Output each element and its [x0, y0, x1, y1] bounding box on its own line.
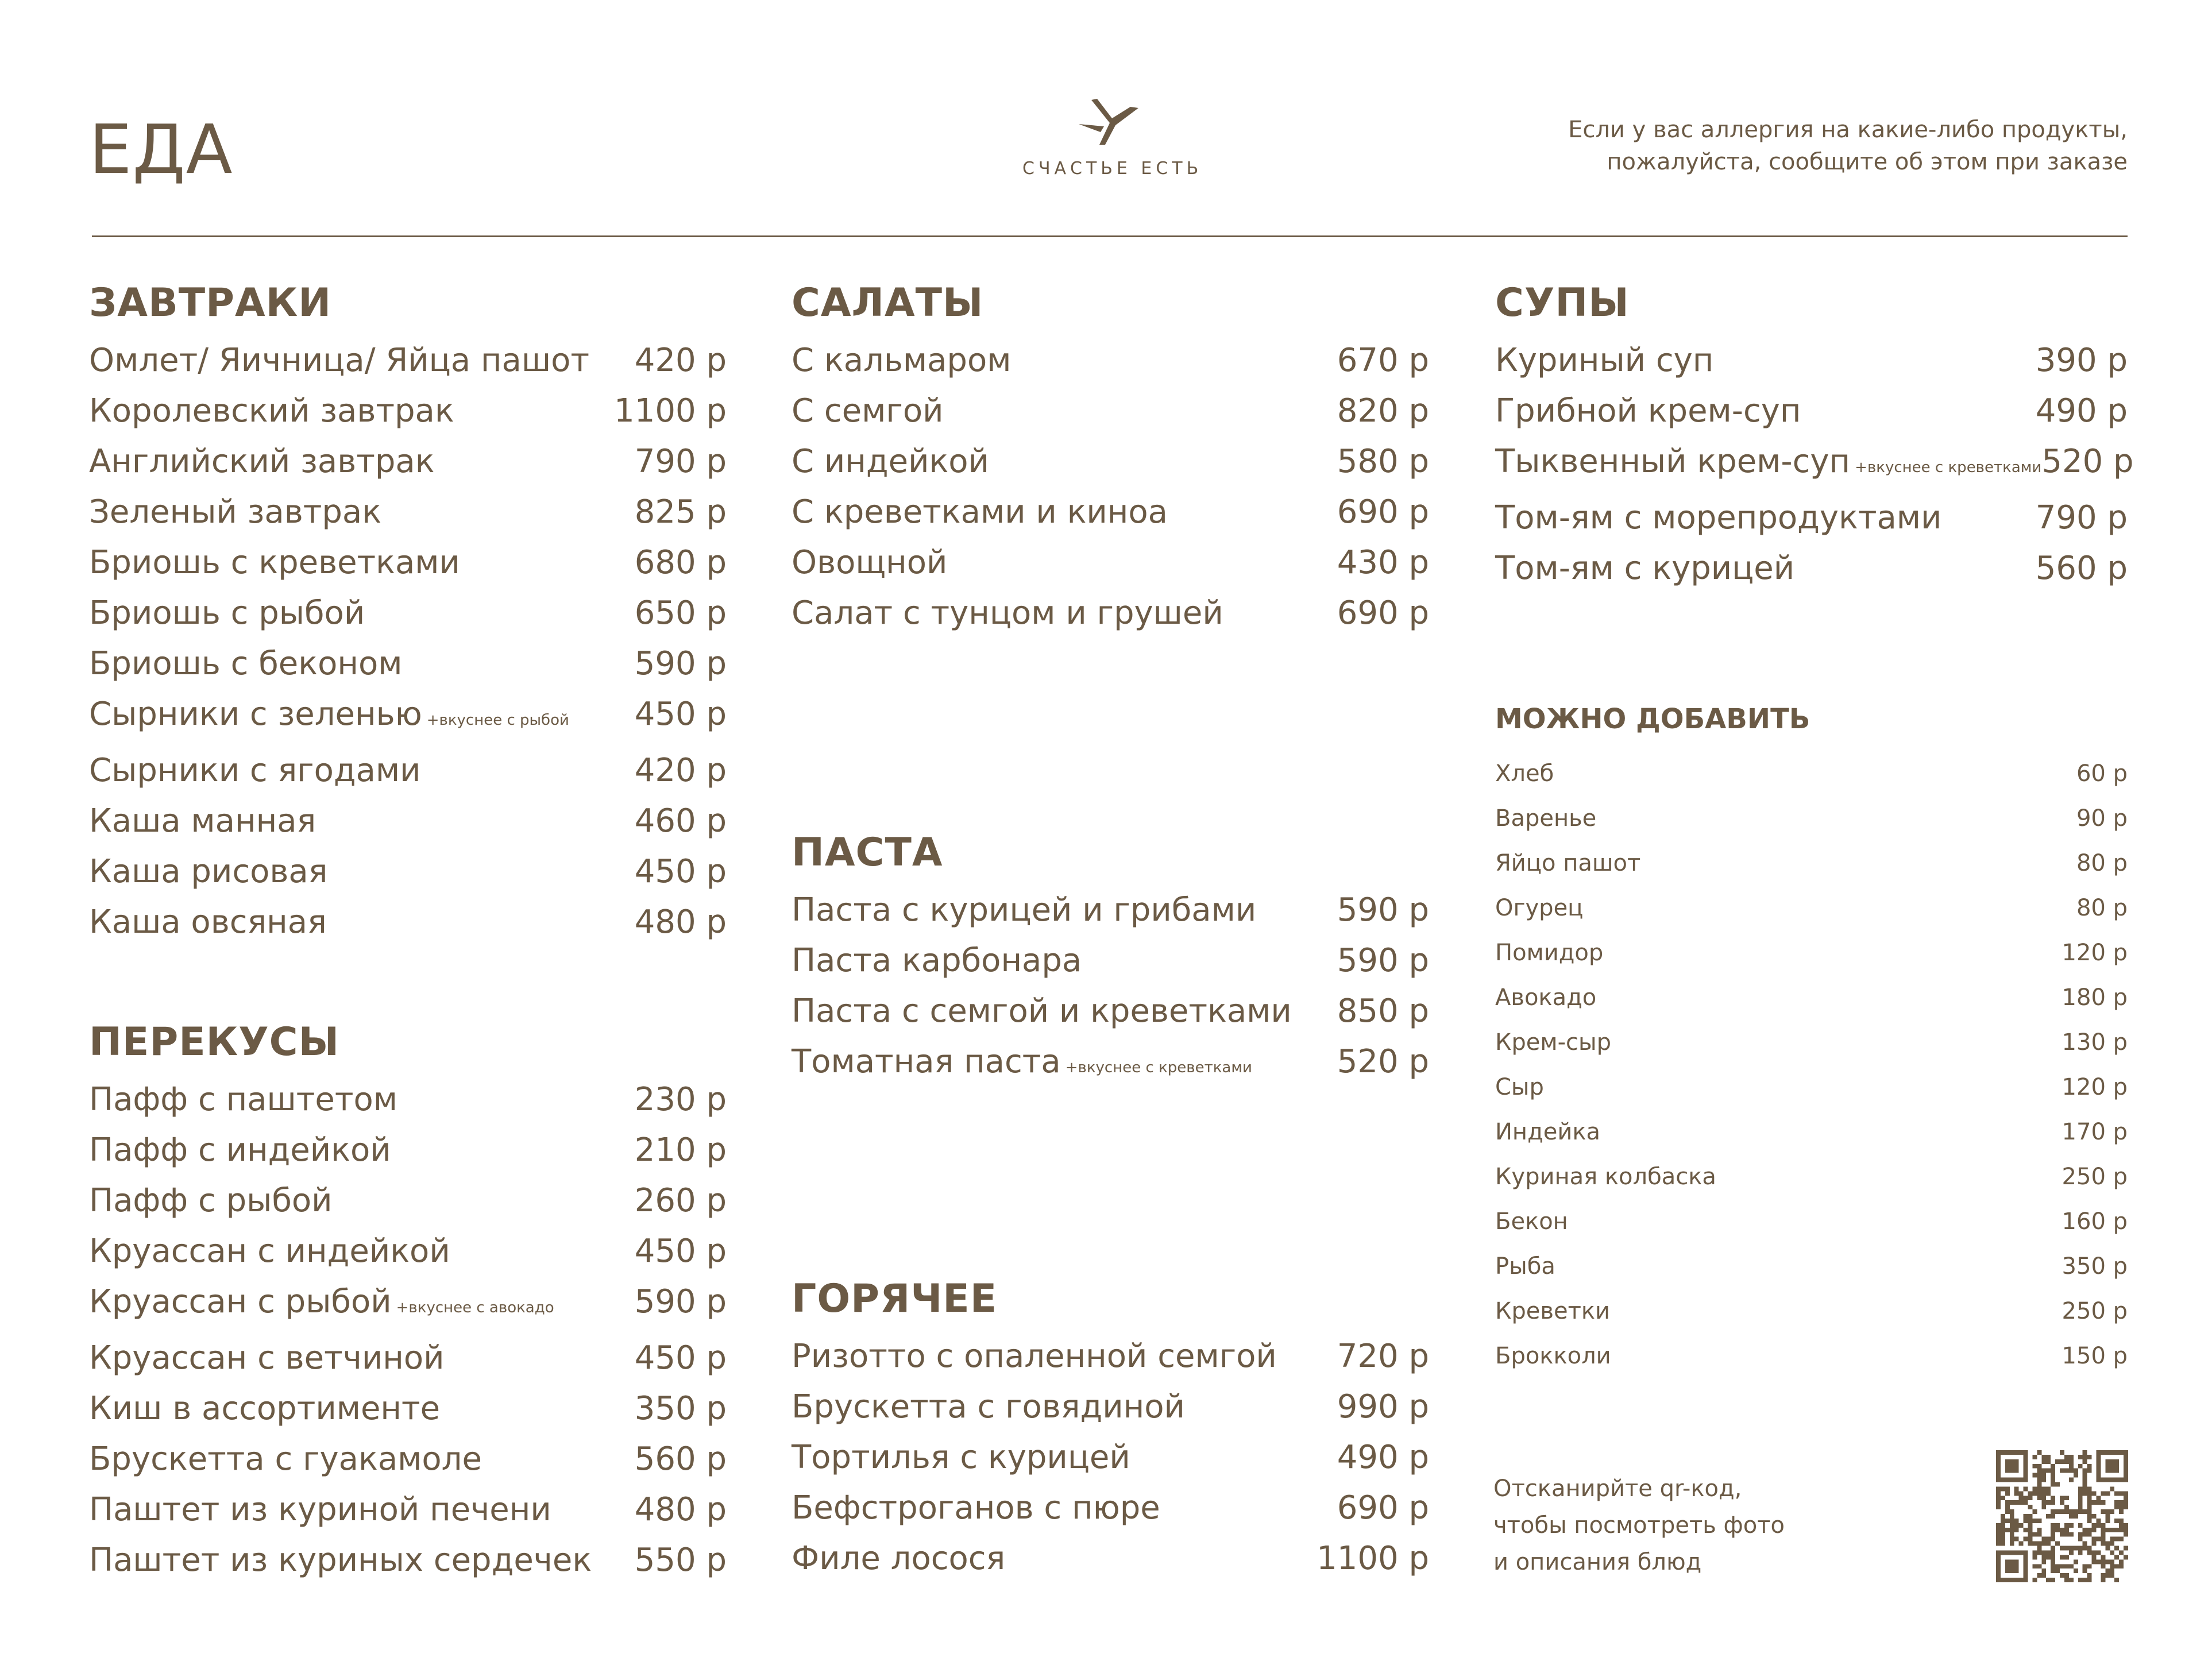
menu-item-label: Тыквенный крем-суп	[1495, 443, 1851, 480]
menu-item	[89, 335, 727, 386]
menu-item	[89, 796, 727, 847]
addon-item-price: 80 р	[2076, 850, 2128, 876]
addon-item	[1495, 930, 2128, 975]
addon-item-price: 160 р	[2062, 1208, 2128, 1235]
menu-item-name	[792, 588, 1223, 639]
addon-item-price: 120 р	[2062, 1074, 2128, 1100]
menu-item-price: 420 р	[634, 752, 727, 789]
brand-name: СЧАСТЬЕ ЕСТЬ	[1022, 159, 1203, 179]
menu-item-name	[89, 1277, 554, 1333]
menu-item-price: 720 р	[1337, 1338, 1429, 1375]
menu-item-note: +вкуснее с креветками	[1855, 459, 2042, 476]
menu-item-name	[89, 847, 327, 897]
addon-item-price: 60 р	[2076, 760, 2128, 787]
menu-item-price: 590 р	[634, 1283, 727, 1320]
menu-item-label: Пафф с индейкой	[89, 1131, 391, 1169]
menu-item-name	[1495, 543, 1794, 594]
addon-item-price: 120 р	[2062, 940, 2128, 966]
menu-item-price: 490 р	[2035, 392, 2128, 430]
menu-item	[792, 335, 1429, 386]
allergy-line-1: Если у вас аллергия на какие-либо продукты,	[1568, 117, 2128, 143]
menu-item-name	[792, 1037, 1252, 1093]
menu-item-name	[89, 386, 454, 436]
menu-item-price: 490 р	[1337, 1439, 1429, 1476]
menu-item-price: 460 р	[634, 802, 727, 840]
menu-item-label: Каша манная	[89, 802, 316, 840]
allergy-notice	[1438, 114, 2128, 178]
addon-item-name: Крем-сыр	[1495, 1029, 1611, 1056]
swallow-icon	[1074, 96, 1143, 148]
section-soups	[1495, 280, 2134, 594]
menu-item-label: Паста с курицей и грибами	[792, 891, 1257, 929]
menu-item-name	[1495, 436, 2041, 493]
menu-item-label: С кальмаром	[792, 342, 1012, 379]
menu-item	[89, 487, 727, 538]
addon-item-price: 350 р	[2062, 1253, 2128, 1280]
addon-item-name: Сыр	[1495, 1074, 1544, 1100]
qr-caption-line-1: Отсканирйте qr-код,	[1493, 1475, 1742, 1502]
menu-item-name	[89, 1535, 592, 1586]
menu-item	[792, 986, 1429, 1037]
menu-item-name	[792, 936, 1082, 986]
menu-item-label: Грибной крем-суп	[1495, 392, 1801, 430]
menu-item-name	[792, 386, 943, 436]
menu-item-name	[792, 436, 989, 487]
section-title: ПАСТА	[792, 830, 943, 875]
menu-item	[89, 639, 727, 689]
menu-item-price: 520 р	[2041, 443, 2134, 480]
menu-item	[792, 538, 1429, 588]
menu-item-label: Киш в ассортименте	[89, 1390, 441, 1427]
menu-item-price: 690 р	[1337, 594, 1429, 632]
menu-item	[792, 1331, 1429, 1382]
menu-item-label: С креветками и киноа	[792, 493, 1168, 531]
menu-item	[792, 936, 1429, 986]
menu-item-name	[89, 1226, 450, 1277]
menu-item-price: 690 р	[1337, 1489, 1429, 1527]
menu-item	[89, 689, 727, 745]
allergy-line-2: пожалуйста, сообщите об этом при заказе	[1607, 149, 2128, 175]
menu-item	[1495, 436, 2134, 493]
menu-item-name	[89, 1075, 397, 1125]
menu-item-label: Каша овсяная	[89, 903, 327, 941]
addon-item-name: Варенье	[1495, 805, 1597, 832]
menu-item-label: Брускетта с говядиной	[792, 1388, 1185, 1425]
menu-item-name	[89, 689, 569, 745]
addon-item-price: 170 р	[2062, 1119, 2128, 1145]
menu-item-price: 680 р	[634, 544, 727, 581]
addon-item	[1495, 975, 2128, 1020]
menu-item-label: Том-ям с морепродуктами	[1495, 499, 1942, 536]
menu-item	[792, 1382, 1429, 1432]
menu-item	[89, 1535, 727, 1586]
addon-item-price: 90 р	[2076, 805, 2128, 832]
menu-item-label: Филе лосося	[792, 1540, 1006, 1577]
addon-item-name: Авокадо	[1495, 984, 1597, 1011]
menu-item-price: 825 р	[634, 493, 727, 531]
addon-item	[1495, 796, 2128, 841]
menu-item-label: Королевский завтрак	[89, 392, 454, 430]
menu-item-price: 390 р	[2035, 342, 2128, 379]
menu-item-label: Овощной	[792, 544, 948, 581]
menu-item	[89, 1485, 727, 1535]
menu-item-name	[792, 1483, 1160, 1533]
menu-item-label: Тортилья с курицей	[792, 1439, 1130, 1476]
menu-item	[89, 1075, 727, 1125]
menu-item	[792, 386, 1429, 436]
menu-item-label: С семгой	[792, 392, 944, 430]
menu-item-label: Круассан с ветчиной	[89, 1339, 445, 1377]
menu-item	[792, 436, 1429, 487]
menu-item-label: Паштет из куриной печени	[89, 1491, 551, 1528]
menu-item-name	[89, 1333, 445, 1384]
menu-item-label: Том-ям с курицей	[1495, 550, 1795, 587]
menu-item	[1495, 335, 2128, 386]
menu-item-price: 430 р	[1337, 544, 1429, 581]
menu-item-name	[89, 335, 589, 386]
addon-item-name: Индейка	[1495, 1119, 1601, 1145]
menu-item	[1495, 543, 2128, 594]
menu-item-price: 450 р	[634, 1339, 727, 1377]
addon-item	[1495, 886, 2128, 930]
addon-item	[1495, 1289, 2128, 1334]
menu-item-price: 520 р	[1337, 1043, 1429, 1080]
brand-logo	[1022, 96, 1203, 179]
menu-item	[89, 538, 727, 588]
menu-item-price: 690 р	[1337, 493, 1429, 531]
menu-item-name	[89, 538, 460, 588]
menu-item-name	[792, 487, 1168, 538]
menu-item-price: 820 р	[1337, 392, 1429, 430]
menu-item-price: 990 р	[1337, 1388, 1429, 1425]
menu-item-label: Бриошь с креветками	[89, 544, 460, 581]
section-title: СУПЫ	[1495, 280, 1630, 326]
menu-item-name	[89, 436, 435, 487]
menu-item-price: 350 р	[634, 1390, 727, 1427]
menu-item-label: Куриный суп	[1495, 342, 1714, 379]
menu-item-name	[89, 745, 421, 796]
menu-item-price: 450 р	[634, 696, 727, 733]
menu-item-name	[792, 1331, 1277, 1382]
menu-item-name	[89, 487, 381, 538]
section-title: ГОРЯЧЕЕ	[792, 1276, 998, 1322]
menu-item-price: 480 р	[634, 1491, 727, 1528]
page-title: ЕДА	[89, 110, 233, 189]
menu-item-name	[792, 1533, 1005, 1584]
menu-item	[89, 1384, 727, 1434]
addon-item	[1495, 1334, 2128, 1378]
addon-item-price: 180 р	[2062, 984, 2128, 1011]
menu-item	[792, 487, 1429, 538]
addon-item-name: Помидор	[1495, 940, 1604, 966]
menu-item-label: Бриошь с рыбой	[89, 594, 365, 632]
menu-item	[792, 588, 1429, 639]
addon-item-price: 250 р	[2062, 1164, 2128, 1190]
menu-item-note: +вкуснее с креветками	[1065, 1059, 1252, 1076]
menu-item-name	[792, 335, 1011, 386]
menu-item	[89, 436, 727, 487]
addon-item-price: 250 р	[2062, 1298, 2128, 1324]
section-pasta	[792, 830, 1429, 1093]
addon-item-name: Брокколи	[1495, 1343, 1611, 1369]
qr-caption-line-3: и описания блюд	[1493, 1549, 1702, 1575]
menu-item-name	[792, 885, 1256, 936]
menu-item-name	[89, 1384, 440, 1434]
addon-item-name: Куриная колбаска	[1495, 1164, 1716, 1190]
menu-item-label: Сырники с ягодами	[89, 752, 421, 789]
menu-item	[89, 588, 727, 639]
menu-item-price: 210 р	[634, 1131, 727, 1169]
menu-item-price: 560 р	[2035, 550, 2128, 587]
menu-item	[792, 1037, 1429, 1093]
menu-item-name	[1495, 335, 1713, 386]
menu-item-label: Брускетта с гуакамоле	[89, 1440, 482, 1478]
addon-item	[1495, 1020, 2128, 1065]
menu-item-price: 450 р	[634, 853, 727, 890]
section-salads	[792, 280, 1429, 639]
addon-item-name: Огурец	[1495, 895, 1584, 921]
menu-item-name	[1495, 386, 1801, 436]
menu-item	[89, 847, 727, 897]
menu-item-price: 670 р	[1337, 342, 1429, 379]
menu-item-price: 1100 р	[614, 392, 727, 430]
menu-item-price: 1100 р	[1317, 1540, 1429, 1577]
menu-item	[89, 1277, 727, 1333]
qr-caption	[1493, 1470, 1785, 1581]
section-title: САЛАТЫ	[792, 280, 984, 326]
menu-item-price: 450 р	[634, 1233, 727, 1270]
menu-item-label: Салат с тунцом и грушей	[792, 594, 1223, 632]
section-title: ЗАВТРАКИ	[89, 280, 332, 326]
menu-item-label: Сырники с зеленью	[89, 696, 422, 733]
menu-item-label: Бефстроганов с пюре	[792, 1489, 1160, 1527]
addon-item-name: Креветки	[1495, 1298, 1611, 1324]
menu-item	[89, 1125, 727, 1176]
menu-item-name	[792, 1382, 1185, 1432]
menu-item-label: Омлет/ Яичница/ Яйца пашот	[89, 342, 589, 379]
addon-item	[1495, 1244, 2128, 1289]
menu-item	[89, 386, 727, 436]
menu-item-price: 260 р	[634, 1182, 727, 1219]
menu-item	[1495, 386, 2128, 436]
menu-item-label: Ризотто с опаленной семгой	[792, 1338, 1277, 1375]
addon-item-name: Яйцо пашот	[1495, 850, 1641, 876]
menu-item-name	[89, 897, 327, 948]
menu-item	[792, 1533, 1429, 1584]
section-snacks	[89, 1019, 727, 1586]
menu-item-note: +вкуснее с авокадо	[396, 1299, 554, 1316]
section-addons	[1495, 702, 2128, 1378]
menu-item-price: 560 р	[634, 1440, 727, 1478]
menu-item-name	[1495, 493, 1941, 543]
menu-item	[1495, 493, 2128, 543]
addon-item-name: Хлеб	[1495, 760, 1554, 787]
menu-item	[89, 1226, 727, 1277]
menu-item-name	[89, 639, 402, 689]
menu-item	[792, 1483, 1429, 1533]
menu-item-price: 790 р	[2035, 499, 2128, 536]
menu-item-label: Круассан с индейкой	[89, 1233, 450, 1270]
menu-item-label: С индейкой	[792, 443, 989, 480]
menu-item-price: 850 р	[1337, 992, 1429, 1030]
menu-item-name	[89, 796, 316, 847]
addon-item	[1495, 1110, 2128, 1154]
menu-item-price: 790 р	[634, 443, 727, 480]
menu-item	[89, 745, 727, 796]
menu-item-label: Зеленый завтрак	[89, 493, 382, 531]
addon-item	[1495, 1154, 2128, 1199]
addon-item	[1495, 751, 2128, 796]
section-title: ПЕРЕКУСЫ	[89, 1019, 340, 1065]
section-breakfast	[89, 280, 727, 948]
menu-item-price: 580 р	[1337, 443, 1429, 480]
menu-item	[792, 1432, 1429, 1483]
menu-item-price: 590 р	[1337, 891, 1429, 929]
addon-item-name: Бекон	[1495, 1208, 1568, 1235]
menu-item	[89, 897, 727, 948]
addon-item-price: 80 р	[2076, 895, 2128, 921]
header-divider	[92, 235, 2128, 237]
qr-code[interactable]	[1996, 1450, 2128, 1582]
menu-item	[89, 1333, 727, 1384]
menu-item-name	[89, 588, 365, 639]
qr-caption-line-2: чтобы посмотреть фото	[1493, 1512, 1785, 1539]
addon-item	[1495, 1199, 2128, 1244]
section-title: МОЖНО ДОБАВИТЬ	[1495, 703, 1810, 735]
menu-item-price: 650 р	[634, 594, 727, 632]
menu-item-name	[89, 1434, 482, 1485]
addon-item	[1495, 841, 2128, 886]
menu-item-name	[89, 1485, 551, 1535]
menu-item-label: Каша рисовая	[89, 853, 328, 890]
menu-item-price: 420 р	[634, 342, 727, 379]
menu-item-label: Английский завтрак	[89, 443, 435, 480]
section-hot	[792, 1276, 1429, 1584]
addon-item-price: 150 р	[2062, 1343, 2128, 1369]
menu-item-name	[89, 1176, 333, 1226]
menu-item-name	[792, 538, 947, 588]
menu-item-note: +вкуснее с рыбой	[426, 712, 569, 729]
menu-item-price: 480 р	[634, 903, 727, 941]
menu-item-label: Круассан с рыбой	[89, 1283, 392, 1320]
menu-item-price: 590 р	[634, 645, 727, 682]
menu-item	[792, 885, 1429, 936]
menu-item-label: Паста с семгой и креветками	[792, 992, 1292, 1030]
menu-item-name	[89, 1125, 391, 1176]
menu-item-name	[792, 1432, 1130, 1483]
menu-item	[89, 1176, 727, 1226]
menu-item-label: Пафф с рыбой	[89, 1182, 333, 1219]
menu-item-name	[792, 986, 1292, 1037]
menu-item-label: Паштет из куриных сердечек	[89, 1541, 592, 1579]
menu-item-price: 230 р	[634, 1081, 727, 1118]
menu-item	[89, 1434, 727, 1485]
addon-item-name: Рыба	[1495, 1253, 1555, 1280]
menu-item-label: Бриошь с беконом	[89, 645, 403, 682]
menu-item-label: Паста карбонара	[792, 942, 1082, 979]
addon-item	[1495, 1065, 2128, 1110]
menu-item-label: Пафф с паштетом	[89, 1081, 397, 1118]
menu-item-price: 550 р	[634, 1541, 727, 1579]
menu-item-price: 590 р	[1337, 942, 1429, 979]
menu-item-label: Томатная паста	[792, 1043, 1061, 1080]
addon-item-price: 130 р	[2062, 1029, 2128, 1056]
